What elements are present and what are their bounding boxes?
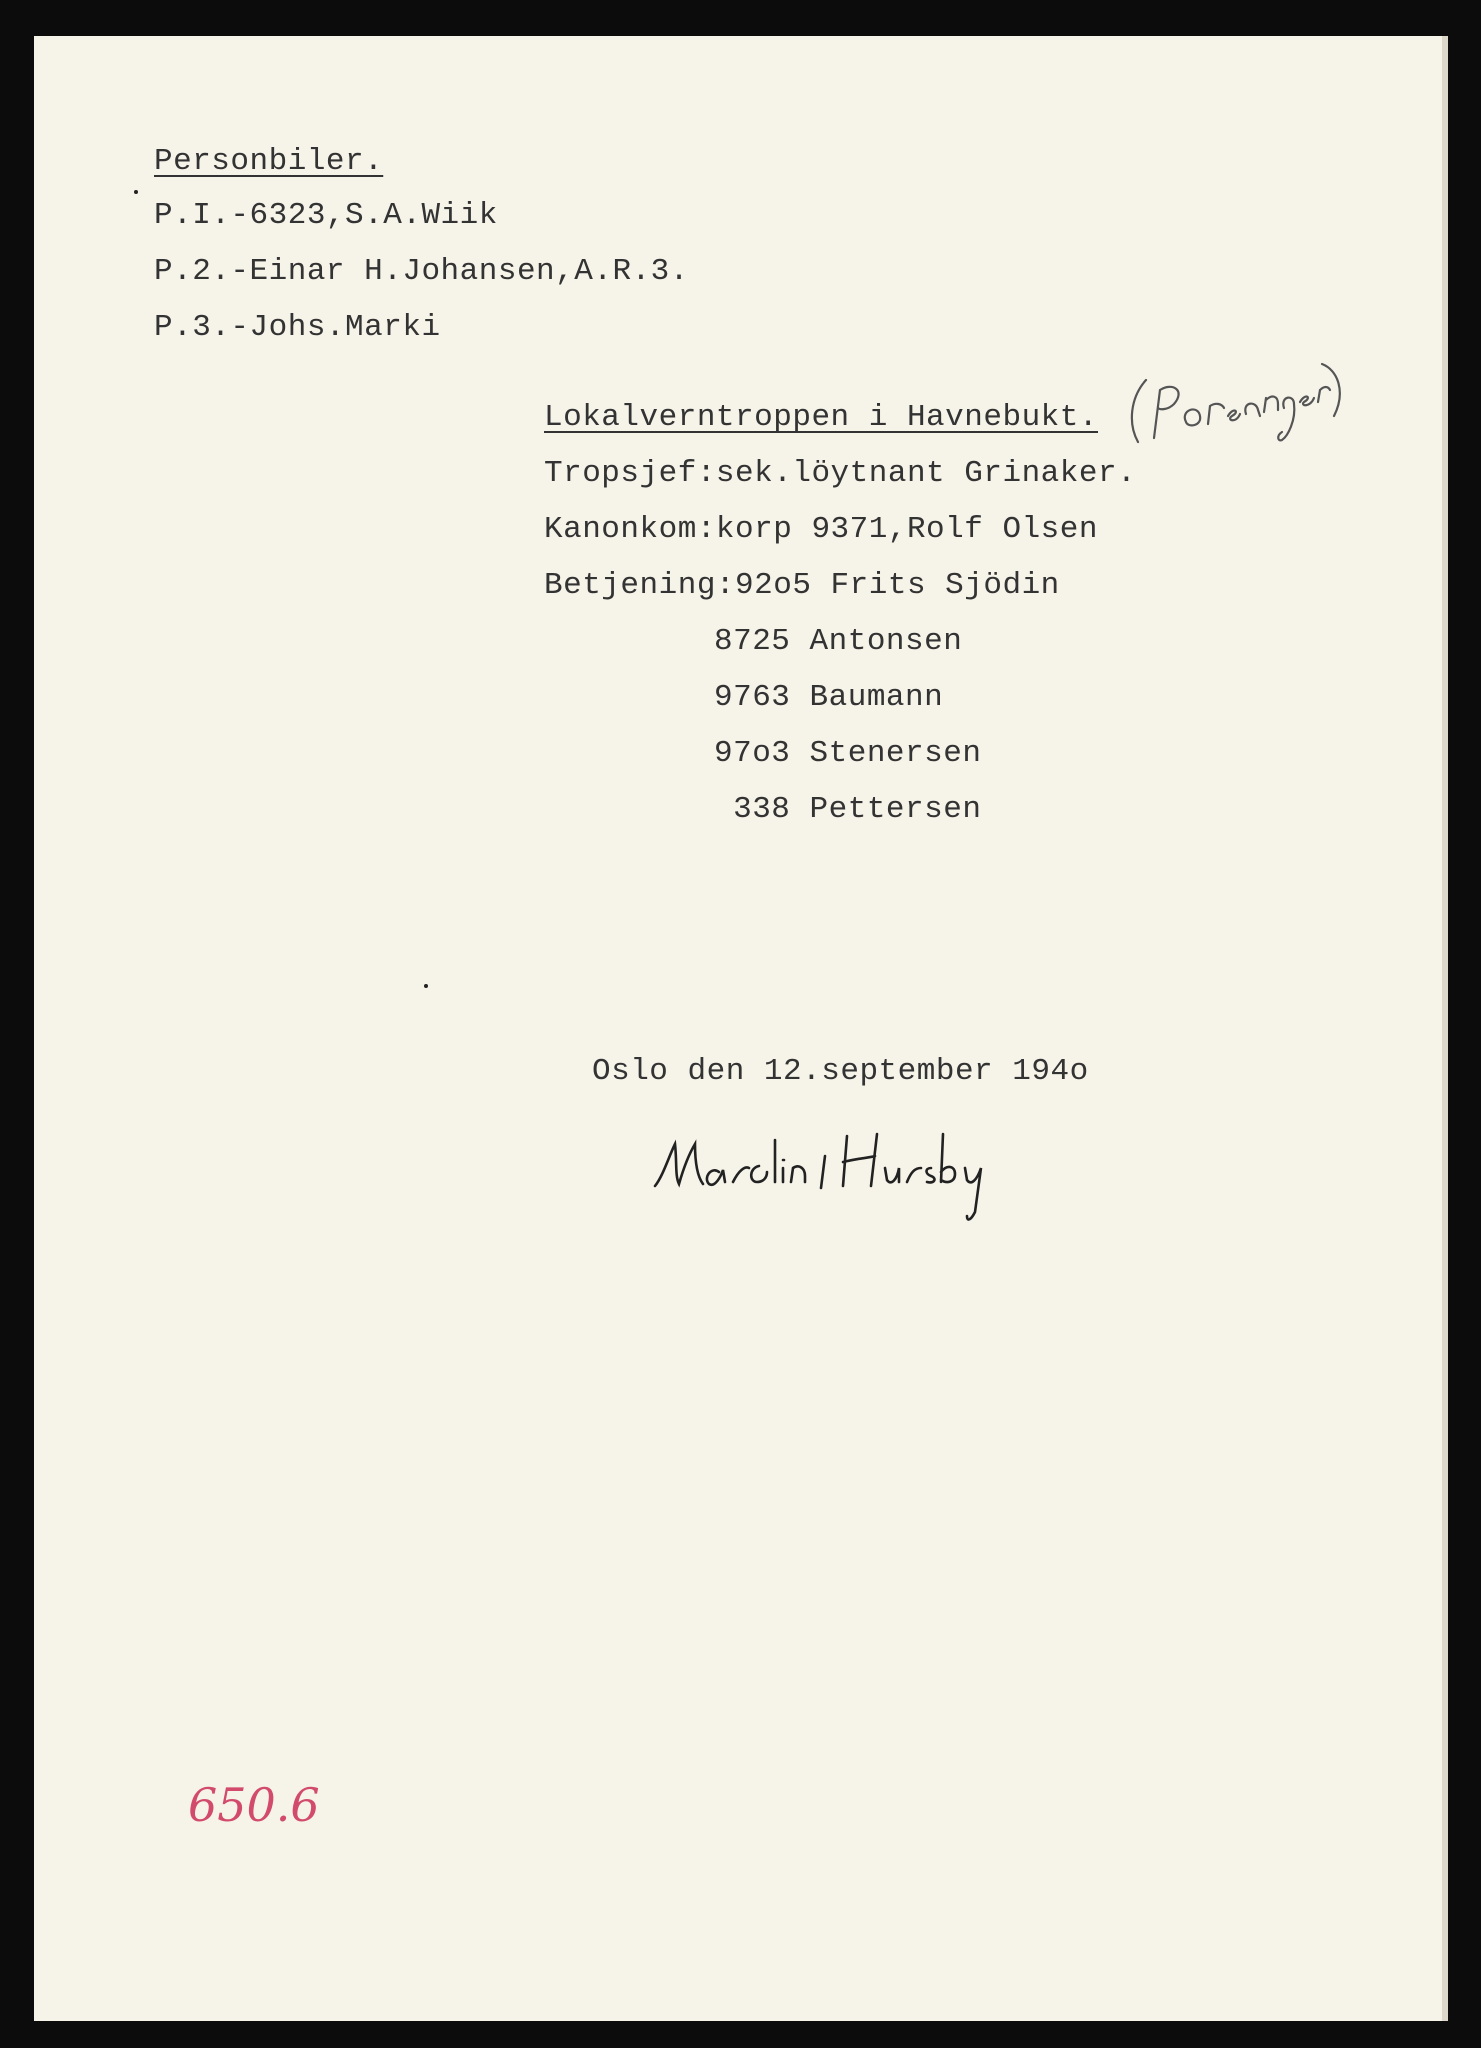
archive-number-stamp <box>182 1771 322 1841</box>
margin-mark <box>424 984 428 988</box>
crew-line: 9763 Baumann <box>714 680 944 715</box>
car-line: P.I.-6323,S.A.Wiik <box>154 198 498 233</box>
margin-mark <box>134 190 138 194</box>
troop-line: Tropsjef:sek.löytnant Grinaker. <box>544 456 1137 491</box>
crew-line: 8725 Antonsen <box>714 624 963 659</box>
car-line: P.3.-Johs.Marki <box>154 310 441 345</box>
car-line: P.2.-Einar H.Johansen,A.R.3. <box>154 254 689 289</box>
crew-line: 338 Pettersen <box>714 792 982 827</box>
date-line: Oslo den 12.september 194o <box>592 1054 1089 1089</box>
handwritten-signature <box>649 1116 1039 1226</box>
troop-line: Betjening:92o5 Frits Sjödin <box>544 568 1060 603</box>
troop-title: Lokalverntroppen i Havnebukt. <box>544 400 1098 435</box>
heading: Personbiler. <box>154 144 384 179</box>
troop-line: Kanonkom:korp 9371,Rolf Olsen <box>544 512 1098 547</box>
svg-text:650.6: 650.6 <box>188 1778 320 1832</box>
handwritten-margin-note <box>1124 346 1354 456</box>
document-page <box>34 36 1448 2021</box>
crew-line: 97o3 Stenersen <box>714 736 982 771</box>
